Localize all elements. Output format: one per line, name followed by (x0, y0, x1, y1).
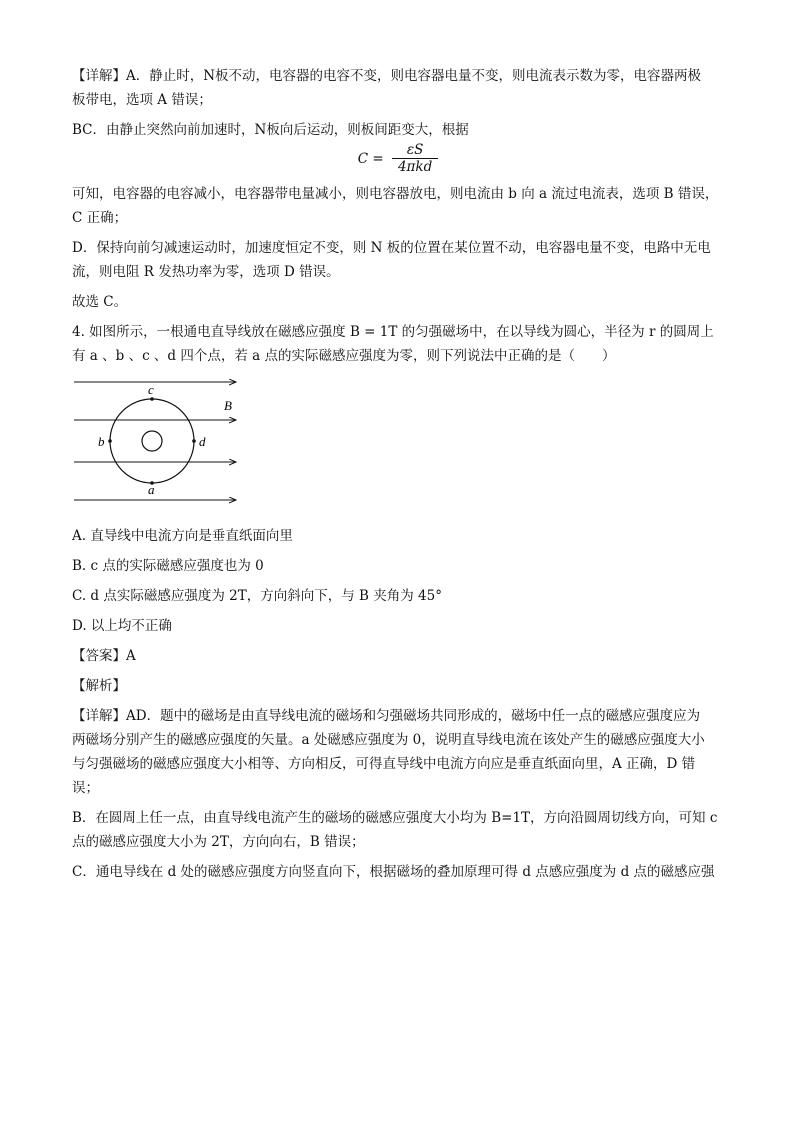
text-line: C 正确； (72, 210, 128, 226)
explanation-paragraph-c2 (72, 860, 724, 884)
explanation-paragraph-a (72, 64, 724, 112)
text-line: 【详解】AD．题中的磁场是由直导线电流的磁场和匀强磁场共同形成的，磁场中任一点的磁感应强度应为 (72, 708, 701, 724)
explanation-paragraph-bc (72, 118, 724, 142)
text-line: 误； (72, 780, 99, 796)
point-b-dot (108, 439, 112, 443)
text-line: BC．由静止突然向前加速时，N板向后运动，则板间距变大，根据 (72, 122, 469, 138)
label-c: c (148, 382, 154, 397)
answer-tag: 【答案】A (72, 648, 136, 664)
explanation-paragraph-ad (72, 704, 724, 800)
circle-path (110, 399, 194, 483)
text-line: 故选 C。 (72, 294, 128, 310)
capacitance-formula (72, 142, 724, 178)
final-choice (72, 290, 724, 314)
label-B: B (224, 398, 232, 413)
point-c-dot (150, 397, 154, 401)
option-b: B. c 点的实际磁感应强度也为 0 (72, 558, 264, 574)
formula-denominator: 4πkd (397, 159, 433, 175)
magnetic-field-diagram (72, 378, 244, 506)
text-line: 点的磁感应强度大小为 2T，方向向右，B 错误； (72, 834, 365, 850)
text-line: 【详解】A．静止时，N板不动，电容器的电容不变，则电容器电量不变，则电流表示数为零，电容器两极 (72, 68, 702, 84)
text-line: 可知，电容器的电容减小，电容器带电量减小，则电容器放电，则电流由 b 向 a 流过电流表，选项 B 错误， (72, 186, 719, 202)
text-line: 4. 如图所示，一根通电直导线放在磁感应强度 B = 1T 的匀强磁场中，在以导线为圆心，半径为 r 的圆周上 (72, 324, 714, 340)
explanation-paragraph-b2 (72, 806, 724, 854)
analysis-tag: 【解析】 (72, 678, 126, 694)
text-line: 与匀强磁场的磁感应强度大小相等、方向相反，可得直导线中电流方向应是垂直纸面向里，A 正确，D 错 (72, 756, 696, 772)
label-d: d (199, 434, 206, 449)
formula-lhs: C = (357, 150, 384, 167)
explanation-paragraph-conclusion (72, 182, 724, 230)
wire-cross-section (142, 431, 162, 451)
label-b: b (98, 434, 105, 449)
label-a: a (148, 482, 155, 497)
text-line: D．保持向前匀减速运动时，加速度恒定不变，则 N 板的位置在某位置不动，电容器电量不变，电路中无电 (72, 240, 711, 256)
text-line: 板带电，选项 A 错误； (72, 92, 212, 108)
document-page (72, 64, 724, 890)
text-line: B．在圆周上任一点，由直导线电流产生的磁场的磁感应强度大小均为 B=1T，方向沿圆周切线方向，可知 c (72, 810, 718, 826)
text-line: 有 a 、b 、c 、d 四个点，若 a 点的实际磁感应强度为零，则下列说法中正确的是（ ） (72, 348, 616, 364)
option-a: A. 直导线中电流方向是垂直纸面向里 (72, 528, 293, 544)
option-c: C. d 点实际磁感应强度为 2T，方向斜向下，与 B 夹角为 45° (72, 588, 442, 604)
explanation-paragraph-d (72, 236, 724, 284)
question-4-stem (72, 320, 724, 368)
text-line: 两磁场分别产生的磁感应强度的矢量。a 处磁感应强度为 0，说明直导线电流在该处产生的磁感应强度大小 (72, 732, 705, 748)
text-line: 流，则电阻 R 发热功率为零，选项 D 错误。 (72, 264, 340, 280)
point-d-dot (192, 439, 196, 443)
option-d: D. 以上均不正确 (72, 618, 172, 634)
formula-fraction (392, 142, 438, 175)
formula-numerator: εS (392, 142, 438, 159)
text-line: C．通电导线在 d 处的磁感应强度方向竖直向下，根据磁场的叠加原理可得 d 点感应强度为 d 点的磁感应强 (72, 864, 715, 880)
